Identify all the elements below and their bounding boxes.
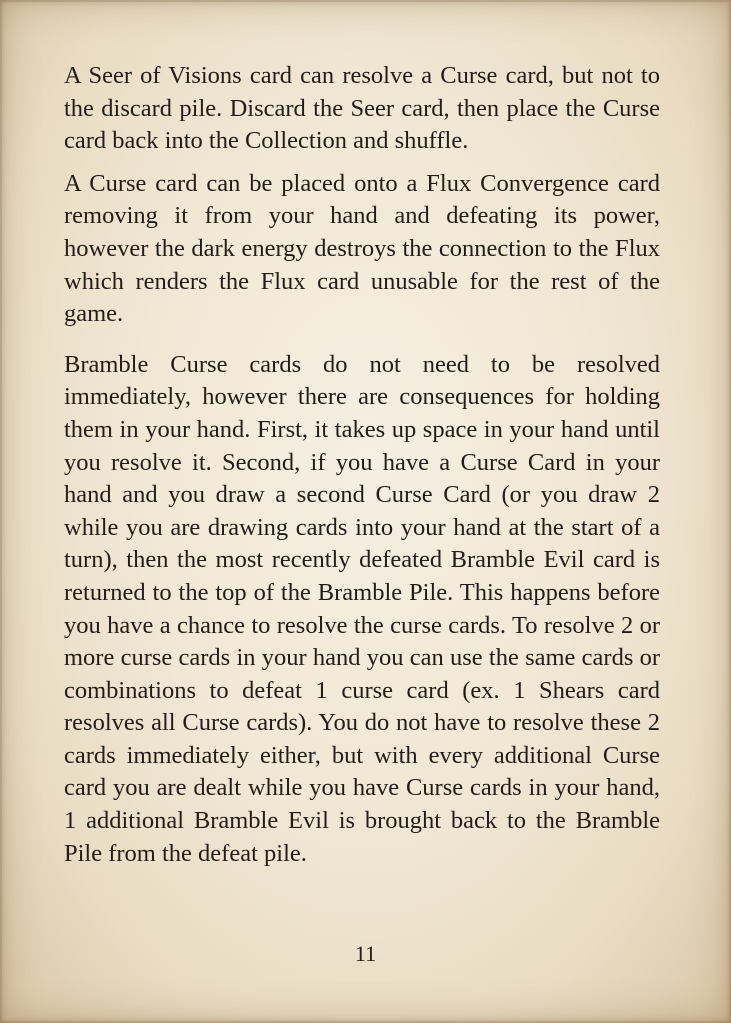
- paragraph-flux-convergence: A Curse card can be placed onto a Flux Convergence card removing it from your hand and defeating its power, however the dark energy destroys the connection to the Flux which renders the Flux card unusable for the rest of the game.: [64, 169, 660, 328]
- body-text: [64, 60, 660, 870]
- paragraph-bramble-curse: Bramble Curse cards do not need to be resolved immediately, however there are consequences for holding them in your hand. First, it takes up space in your hand until you resolve it. Second, if you have a Curse Card in your hand and you draw a second Curse Card (or you draw 2 while you are drawing cards into your hand at the start of a turn), then the most recently defeated Bramble Evil card is returned to the top of the Bramble Pile. This happens before you have a chance to resolve the curse cards. To resolve 2 or more curse cards in your hand you can use the same cards or combinations to defeat 1 curse card (ex. 1 Shears card resolves all Curse cards). You do not have to resolve these 2 cards immediately either, but with every additional Curse card you are dealt while you have Curse cards in your hand, 1 additional Bramble Evil is brought back to the Bramble Pile from the defeat pile.: [64, 350, 660, 867]
- page-number: 11: [354, 941, 377, 966]
- paragraph-seer-of-visions: A Seer of Visions card can resolve a Curse card, but not to the discard pile. Discard the Seer card, then place the Curse card back into the Collection and shuffle.: [64, 62, 660, 155]
